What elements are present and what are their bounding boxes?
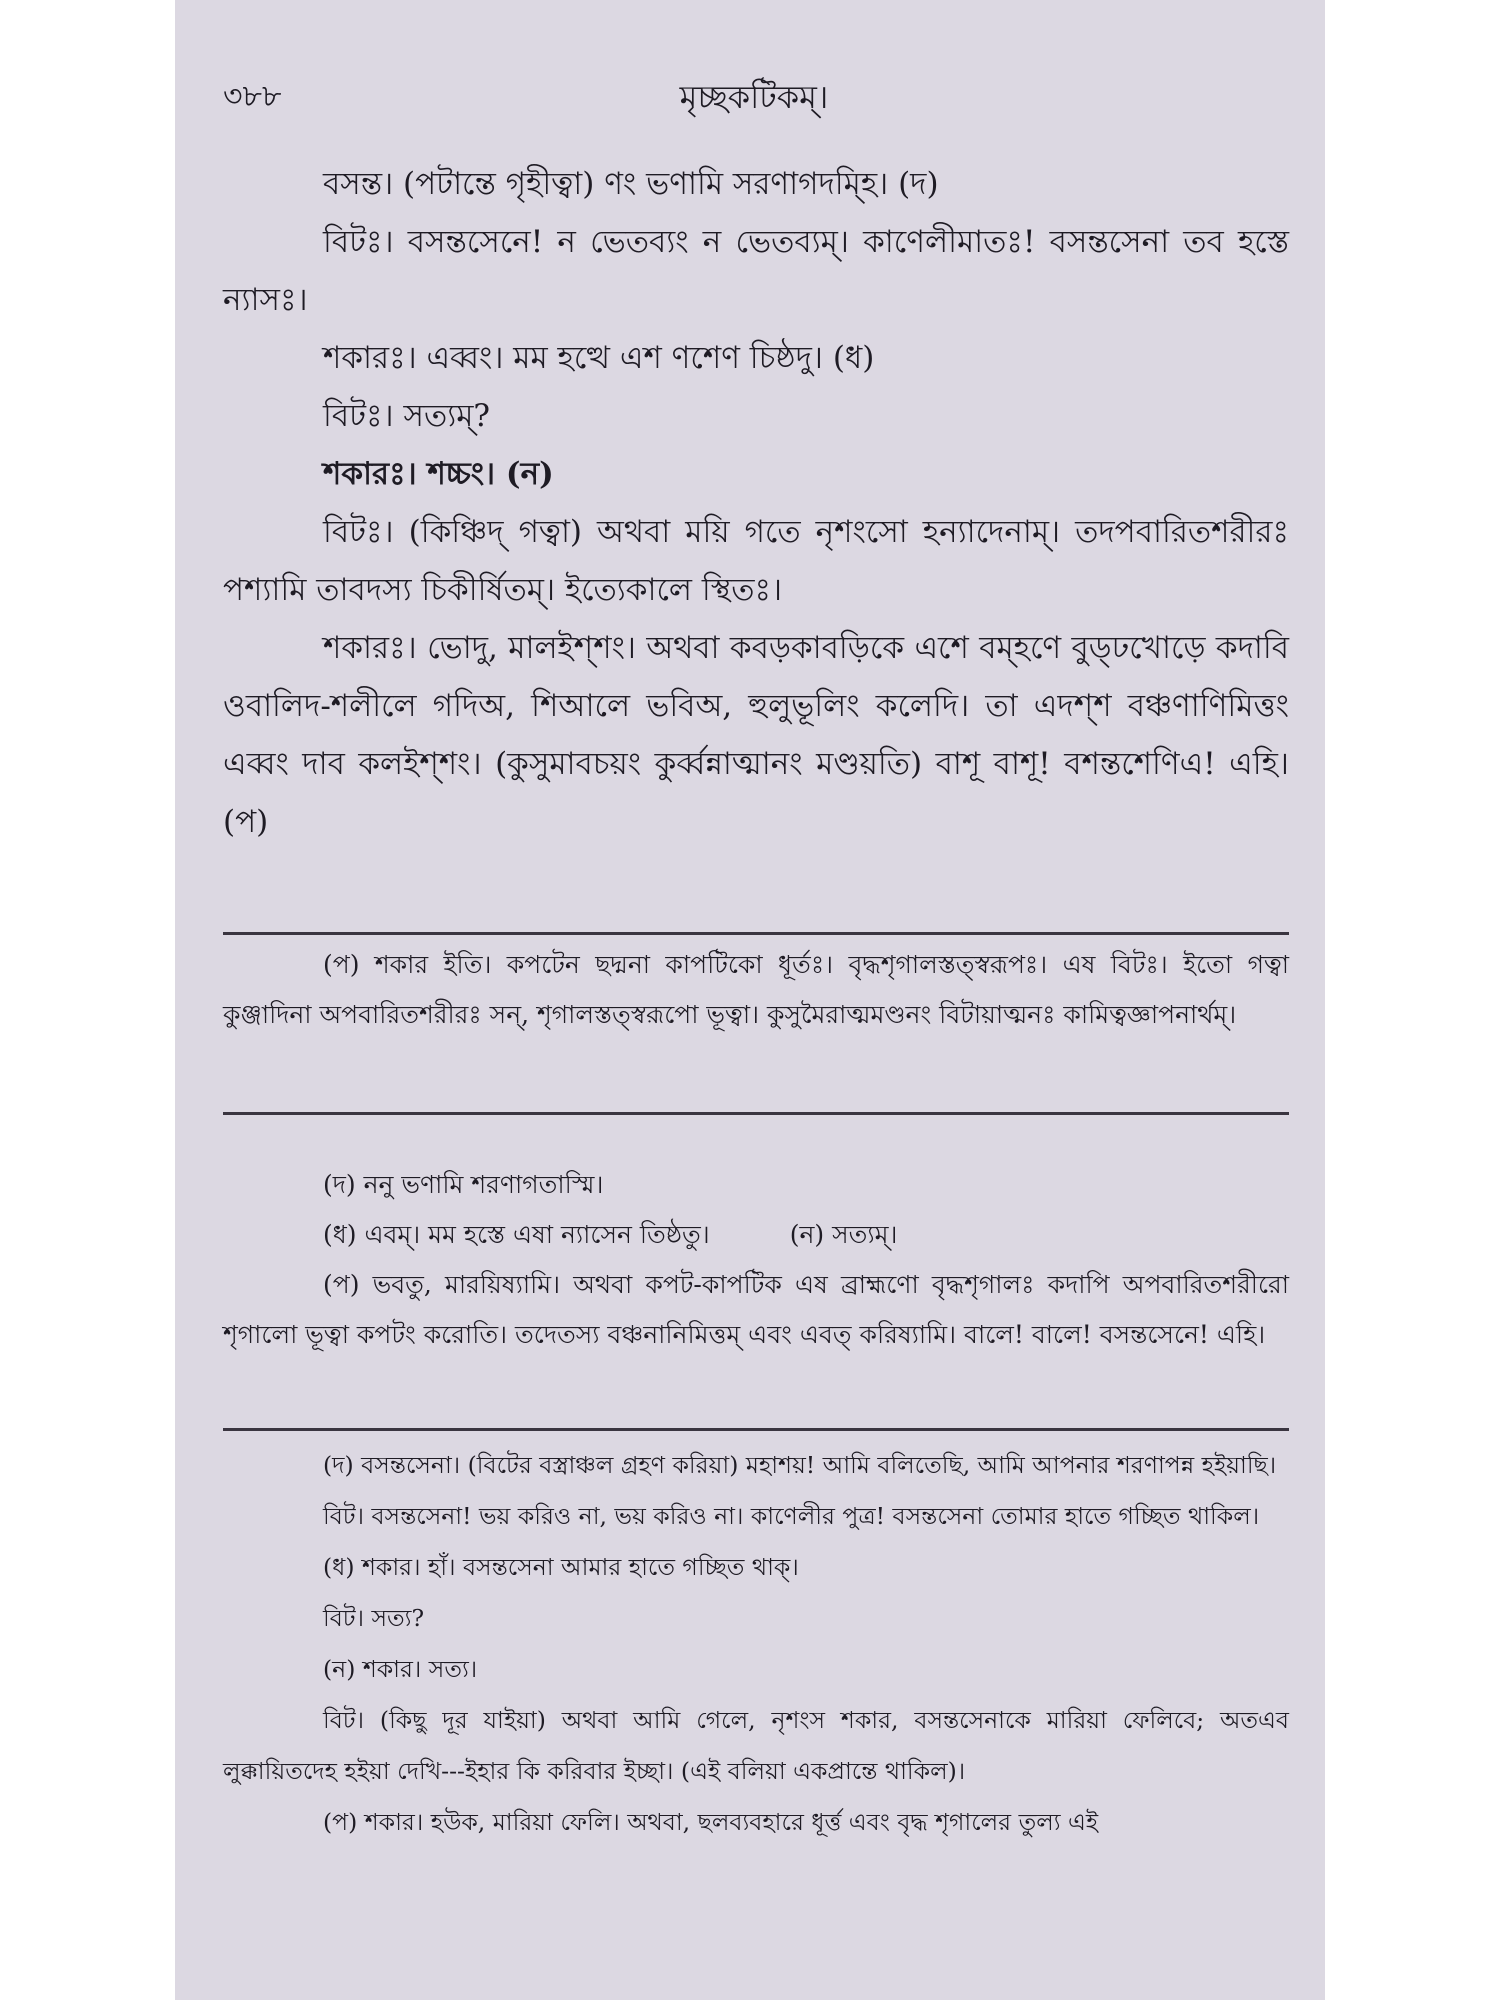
dialogue-line: বিটঃ। সত্যম্? (323, 398, 491, 434)
divider-rule (223, 1428, 1289, 1431)
main-text (223, 155, 1289, 851)
running-title: মৃচ্ছকটিকম্। (679, 78, 829, 116)
translation-line: (ন) শকার। সত্য। (323, 1655, 478, 1683)
translation-line: বিট। (কিছু দূর যাইয়া) অথবা আমি গেলে, নৃশংস শকার, বসন্তসেনাকে মারিয়া ফেলিবে; অতএব লুক্কায়িতদেহ হইয়া দেখি---ইহার কি করিবার ইচ্ছা। (এই বলিয়া একপ্রান্তে থাকিল)। (223, 1706, 1289, 1785)
divider-rule (223, 932, 1289, 935)
page-header (223, 72, 1285, 120)
chaya-note: (প) ভবতু, মারয়িষ্যামি। অথবা কপট-কাপটিক এষ ব্রাহ্মণো বৃদ্ধশৃগালঃ কদাপি অপবারিতশরীরো শৃগালো ভূত্বা কপটং করোতি। তদেতস্য বঞ্চনানিমিত্তম্ এবং এবত্ করিষ্যামি। বালে! বালে! বসন্তসেনে! এহি। (223, 1270, 1289, 1349)
sanskrit-commentary (223, 940, 1289, 1040)
dialogue-line: বসন্ত। (পটান্তে গৃহীত্বা) ণং ভণামি সরণাগদম্হি। (দ) (323, 166, 939, 202)
dialogue-line: শকারঃ। ভোদু, মালইশ্শং। অথবা কবড়কাবড়িকে এশে বম্হণে বুড্ঢখোড়ে কদাবি ওবালিদ-শলীলে গদিঅ, শিআলে ভবিঅ, হুলুভূলিং কলেদি। তা এদশ্শ বঞ্চণাণিমিত্তং এব্বং দাব কলইশ্শং। (কুসুমাবচয়ং কুর্ব্বন্নাত্মানং মণ্ডয়তি) বাশূ বাশূ! বশন্তশেণিএ! এহি। (প) (223, 630, 1289, 840)
translation-line: বিট। সত্য? (323, 1604, 425, 1632)
chaya-note: (ন) সত্যম্। (789, 1220, 898, 1249)
commentary-note: (প) শকার ইতি। কপটেন ছদ্মনা কাপটিকো ধূর্তঃ। বৃদ্ধশৃগালস্তত্স্বরূপঃ। এষ বিটঃ। ইতো গত্বা কুঞ্জাদিনা অপবারিতশরীরঃ সন্, শৃগালস্তত্স্বরূপো ভূত্বা। কুসুমৈরাত্মমণ্ডনং বিটায়াত্মনঃ কামিত্বজ্ঞাপনার্থম্। (223, 950, 1289, 1029)
translation-line: বিট। বসন্তসেনা! ভয় করিও না, ভয় করিও না। কাণেলীর পুত্র! বসন্তসেনা তোমার হাতে গচ্ছিত থাকিল। (323, 1502, 1260, 1530)
chaya-note-row (223, 1210, 1289, 1260)
dialogue-line: শকারঃ। শচ্চং। (ন) (323, 456, 554, 492)
dialogue-line: শকারঃ। এব্বং। মম হত্থে এশ ণশেণ চিষ্ঠদু। (ধ) (323, 340, 875, 376)
translation-line: (ধ) শকার। হাঁ। বসন্তসেনা আমার হাতে গচ্ছিত থাক্। (323, 1553, 799, 1581)
bengali-translation (223, 1440, 1289, 1848)
book-page (175, 0, 1325, 2000)
chaya-note: (দ) ননু ভণামি শরণাগতাস্মি। (323, 1170, 604, 1199)
translation-line: (প) শকার। হউক, মারিয়া ফেলি। অথবা, ছলব্যবহারে ধূর্ত্ত এবং বৃদ্ধ শৃগালের তুল্য এই (323, 1808, 1099, 1836)
divider-rule (223, 1112, 1289, 1115)
page-number: ৩৮৮ (223, 79, 282, 114)
chaya-note: (ধ) এবম্। মম হস্তে এষা ন্যাসেন তিষ্ঠতু। (323, 1220, 710, 1249)
translation-line: (দ) বসন্তসেনা। (বিটের বস্ত্রাঞ্চল গ্রহণ করিয়া) মহাশয়! আমি বলিতেছি, আমি আপনার শরণাপন্ন হইয়াছি। (323, 1451, 1277, 1479)
dialogue-line: বিটঃ। বসন্তসেনে! ন ভেতব্যং ন ভেতব্যম্। কাণেলীমাতঃ! বসন্তসেনা তব হস্তে ন্যাসঃ। (223, 224, 1289, 318)
dialogue-line: বিটঃ। (কিঞ্চিদ্ গত্বা) অথবা ময়ি গতে নৃশংসো হন্যাদেনাম্। তদপবারিতশরীরঃ পশ্যামি তাবদস্য চিকীর্ষিতম্। ইত্যেকালে স্থিতঃ। (223, 514, 1289, 608)
sanskrit-chaya (223, 1160, 1289, 1360)
